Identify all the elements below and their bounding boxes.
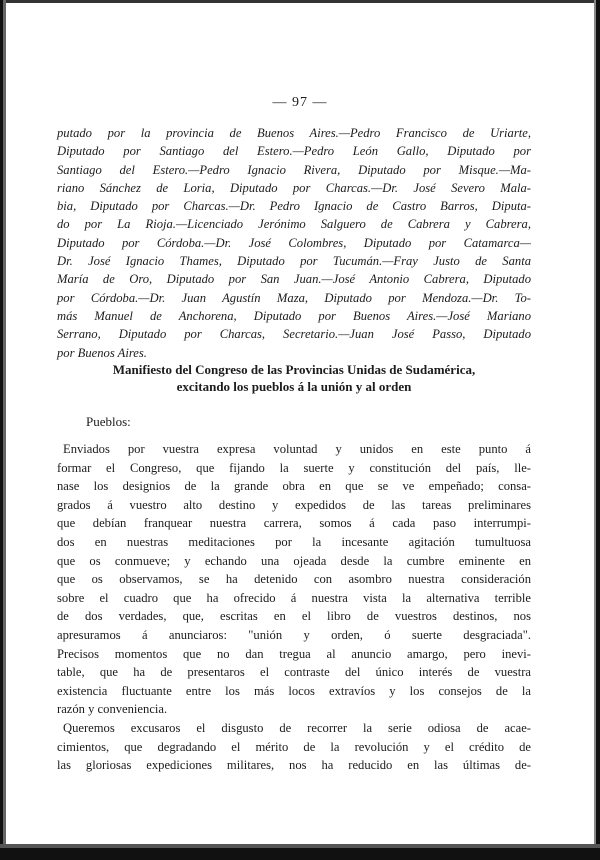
scan-bottom-edge [0,844,600,860]
signatories-line: María de Oro, Diputado por San Juan.—José Antonio Cabrera, Diputado [57,272,531,287]
signatories-line: más Manuel de Anchorena, Diputado por Buenos Aires.—José Mariano [57,308,531,323]
signatories-line: bia, Diputado por Charcas.—Dr. Pedro Ignacio de Castro Barros, Diputa- [57,199,531,214]
body-line: Enviados por vuestra expresa voluntad y unidos en este punto á [63,442,531,456]
body-line: formar el Congreso, que fijando la suerte y constitución del país, lle- [57,460,531,475]
signatories-line: Santiago del Estero.—Pedro Ignacio Rivera, Diputado por Misque.—Ma- [57,162,531,177]
scan-top-edge [0,0,600,3]
scan-right-edge [594,0,600,860]
signatories-line: por Córdoba.—Dr. Juan Agustín Maza, Diputado por Mendoza.—Dr. To- [57,290,531,305]
body-line: apresuramos á anunciaros: "unión y orden, ó suerte desgraciada". [57,627,531,642]
signatories-line: Diputado por Santiago del Estero.—Pedro León Gallo, Diputado por [57,144,531,159]
body-line: grados á vuestro alto destino y expedidos de las tareas preliminares [57,497,531,512]
body-line: dos en nuestras meditaciones por la incesante agitación tumultuosa [57,534,531,549]
body-line: Queremos excusaros el disgusto de recorrer la serie odiosa de acae- [63,720,531,735]
signatories-line: do por La Rioja.—Licenciado Jerónimo Salguero de Cabrera y Cabrera, [57,217,531,232]
body-line: que os observamos, se ha detenido con asombro nuestra consideración [57,572,531,587]
body-line: cimientos, que degradando el mérito de la revolución y el crédito de [57,739,531,754]
signatories-line: Serrano, Diputado por Charcas, Secretario.—Juan José Passo, Diputado [57,327,531,342]
body-line: que debían franquear nuestra carrera, somos á cada paso interrumpi- [57,516,531,531]
body-line: razón y conveniencia. [57,702,168,717]
salutation: Pueblos: [86,414,131,429]
section-heading-line: excitando los pueblos á la unión y al orden [176,379,412,394]
body-line: de dos verdades, que, escritas en el libro de vuestros destinos, nos [57,609,531,624]
body-line: Precisos momentos que no dan tregua al anuncio amargo, pero inevi- [57,646,531,661]
section-heading-line: Manifiesto del Congreso de las Provincias Unidas de Sudamérica, [112,362,476,377]
manifesto-body [57,440,531,775]
signatories-line: Dr. José Ignacio Thames, Diputado por Tucumán.—Fray Justo de Santa [57,254,531,269]
scan-left-edge [0,0,6,860]
body-line: table, que ha de presentaros el contraste del único interés de vuestra [57,665,531,680]
body-line: sobre el cuadro que ha ofrecido á nuestra vista la alternativa terrible [57,590,531,605]
signatories-paragraph [57,124,531,362]
signatories-line: Diputado por Córdoba.—Dr. José Colombres, Diputado por Catamarca— [57,235,531,250]
body-line: existencia fluctuante entre los más locos extravíos y los consejos de la [57,683,531,698]
signatories-line: putado por la provincia de Buenos Aires.—Pedro Francisco de Uriarte, [57,126,531,140]
body-line: que os conmueve; y echando una ojeada desde la cumbre eminente en [57,553,531,568]
signatories-line: por Buenos Aires. [57,345,147,360]
body-line: nase los designios de la grande obra en que se ve empeñado; consa- [57,479,531,494]
section-heading [57,361,531,395]
signatories-line: riano Sánchez de Loria, Diputado por Charcas.—Dr. José Severo Mala- [57,180,531,195]
body-line: las gloriosas expediciones militares, nos ha reducido en las últimas de- [57,758,531,773]
page-number: — 97 — [272,95,328,110]
